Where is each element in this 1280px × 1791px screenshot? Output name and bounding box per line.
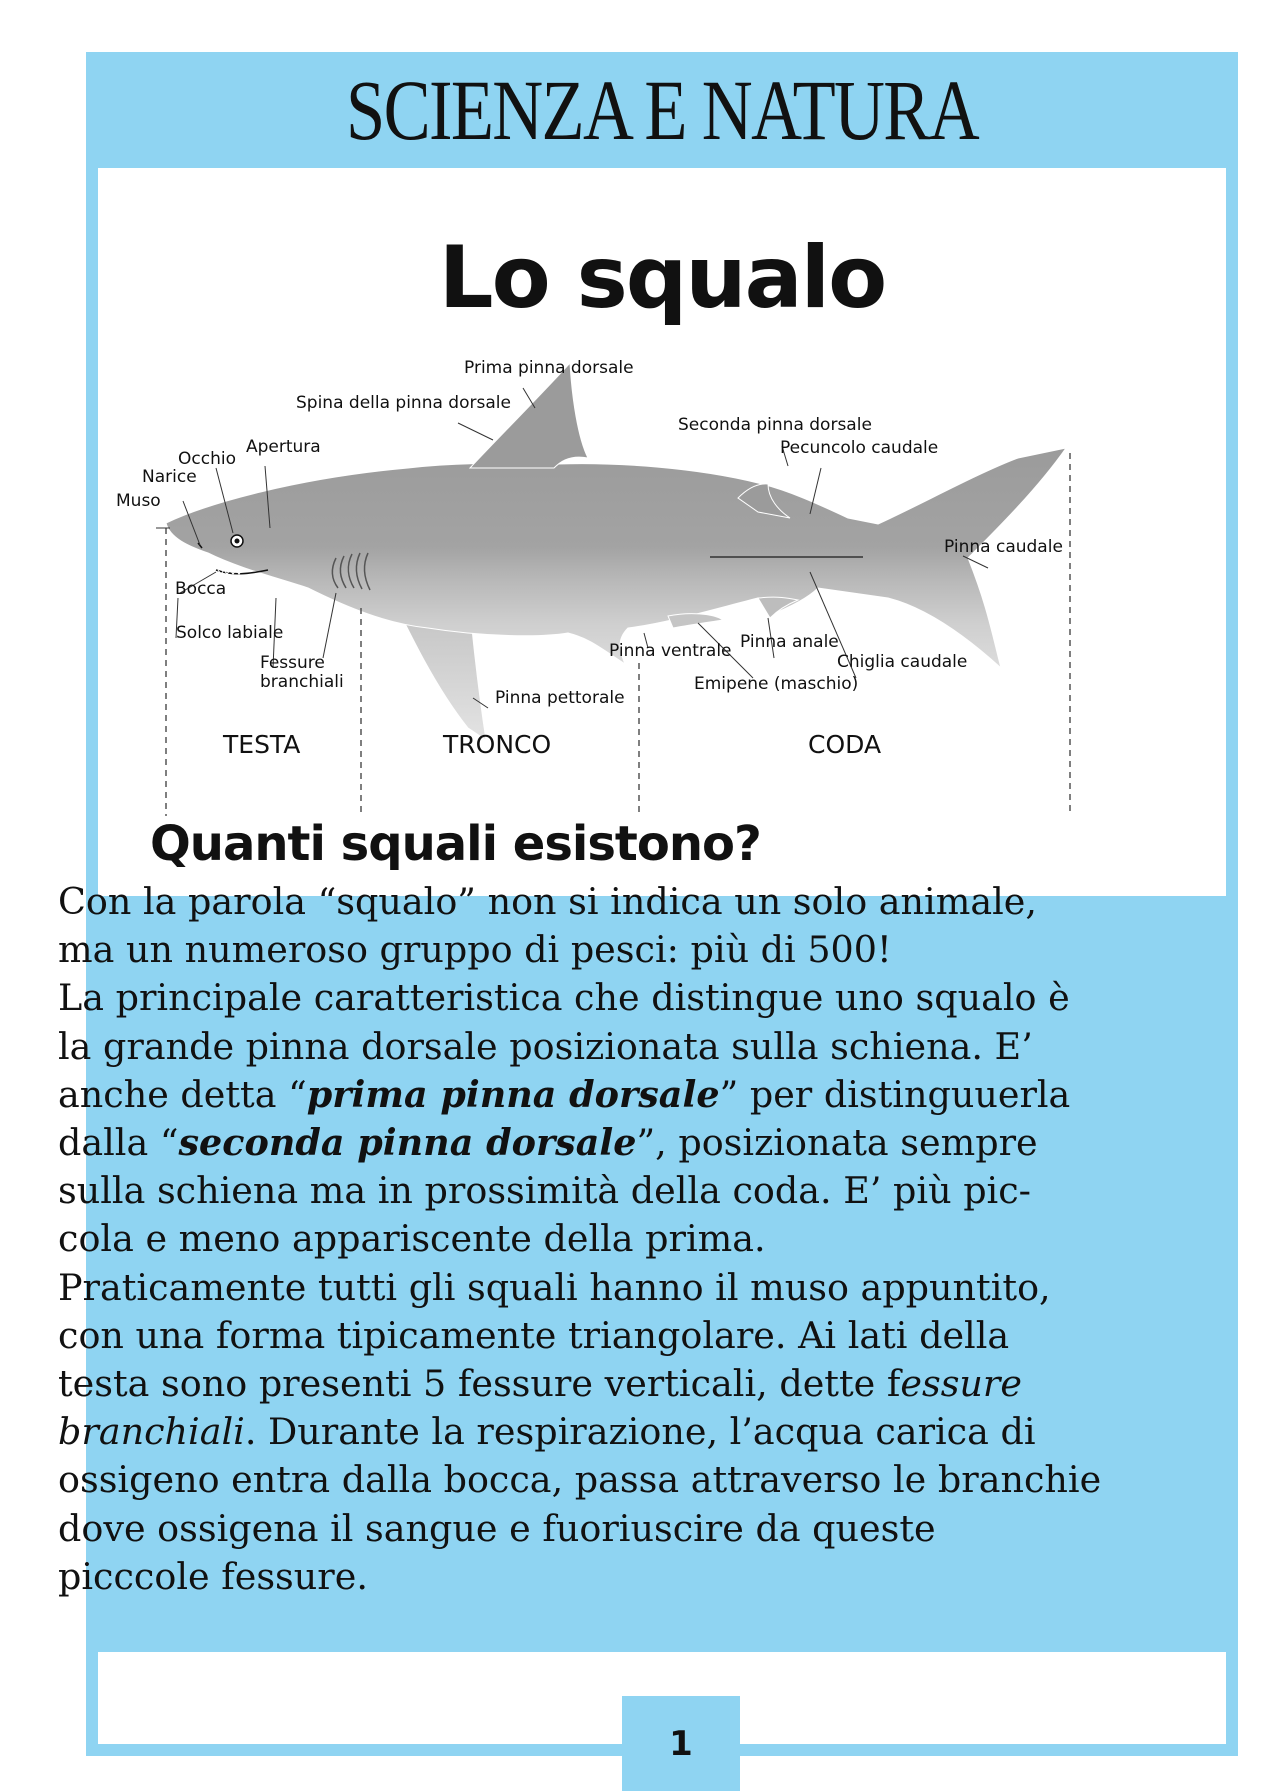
label-pinna-pettorale: Pinna pettorale	[495, 688, 625, 708]
label-pinna-ventrale: Pinna ventrale	[609, 641, 732, 661]
body-line: dove ossigena il sangue e fuoriuscire da queste	[58, 1506, 936, 1550]
first-dorsal-fin-shape	[470, 363, 588, 468]
body-line: con una forma tipicamente triangolare. Ai lati della	[58, 1313, 1010, 1357]
body-line: Con la parola “squalo” non si indica un solo animale,	[58, 880, 1037, 923]
region-testa: TESTA	[223, 730, 301, 759]
label-muso: Muso	[116, 491, 161, 511]
emphasis-seconda-pinna: seconda pinna dorsale	[178, 1121, 637, 1165]
body-line: anche detta “	[58, 1072, 307, 1116]
emphasis-branchiali: branchiali	[58, 1410, 245, 1454]
region-coda: CODA	[808, 730, 882, 759]
page-heading: Lo squalo	[438, 228, 886, 328]
body-line: Praticamente tutti gli squali hanno il muso appuntito,	[58, 1265, 1051, 1309]
label-narice: Narice	[142, 467, 197, 487]
header-title: SCIENZA E NATURA	[346, 62, 978, 158]
label-apertura: Apertura	[246, 437, 321, 457]
body-line: ” per distinguuerla	[719, 1072, 1071, 1116]
diagram-panel	[98, 168, 1226, 896]
section-heading: Quanti squali esistono?	[150, 816, 761, 872]
body-line: ma un numeroso gruppo di pesci: più di 500!	[58, 928, 892, 972]
body-line: dalla “	[58, 1121, 179, 1165]
label-pinna-anale: Pinna anale	[740, 632, 839, 652]
label-pecuncolo: Pecuncolo caudale	[780, 438, 939, 458]
label-fessure: Fessure	[260, 653, 325, 673]
label-pinna-caudale: Pinna caudale	[944, 537, 1063, 557]
body-paragraph	[58, 878, 1118, 1601]
body-line: ”, posizionata sempre	[636, 1121, 1038, 1165]
label-occhio: Occhio	[178, 449, 236, 469]
body-line: picccole fessure.	[58, 1554, 368, 1598]
body-line: testa sono presenti 5 fessure verticali, dette f	[58, 1362, 901, 1406]
label-solco-labiale: Solco labiale	[176, 623, 284, 643]
emphasis-fessure: essure	[900, 1362, 1022, 1406]
pelvic-fin-shape	[668, 614, 723, 628]
region-tronco: TRONCO	[443, 730, 552, 759]
label-branchiali: branchiali	[260, 672, 344, 692]
region-labels	[222, 730, 881, 759]
shark-anatomy-diagram	[98, 168, 1226, 896]
emphasis-prima-pinna: prima pinna dorsale	[306, 1072, 720, 1116]
label-seconda-pinna-dorsale: Seconda pinna dorsale	[678, 415, 872, 435]
body-line: la grande pinna dorsale posizionata sulla schiena. E’	[58, 1024, 1033, 1068]
body-line: ossigeno entra dalla bocca, passa attraverso le branchie	[58, 1458, 1102, 1502]
label-bocca: Bocca	[175, 579, 227, 599]
body-line: sulla schiena ma in prossimità della coda. E’ più pic-	[58, 1169, 1032, 1213]
body-line: La principale caratteristica che distingue uno squalo è	[58, 976, 1070, 1020]
label-emipene: Emipene (maschio)	[694, 674, 859, 694]
label-chiglia-caudale: Chiglia caudale	[837, 652, 968, 672]
anal-fin-shape	[758, 597, 798, 618]
shark-body-shape	[166, 448, 1066, 668]
body-line: . Durante la respirazione, l’acqua carica di	[244, 1410, 1036, 1454]
body-line: cola e meno appariscente della prima.	[58, 1217, 766, 1261]
label-prima-pinna-dorsale: Prima pinna dorsale	[464, 358, 634, 378]
label-spina: Spina della pinna dorsale	[296, 393, 511, 413]
page-number: 1	[622, 1696, 740, 1791]
